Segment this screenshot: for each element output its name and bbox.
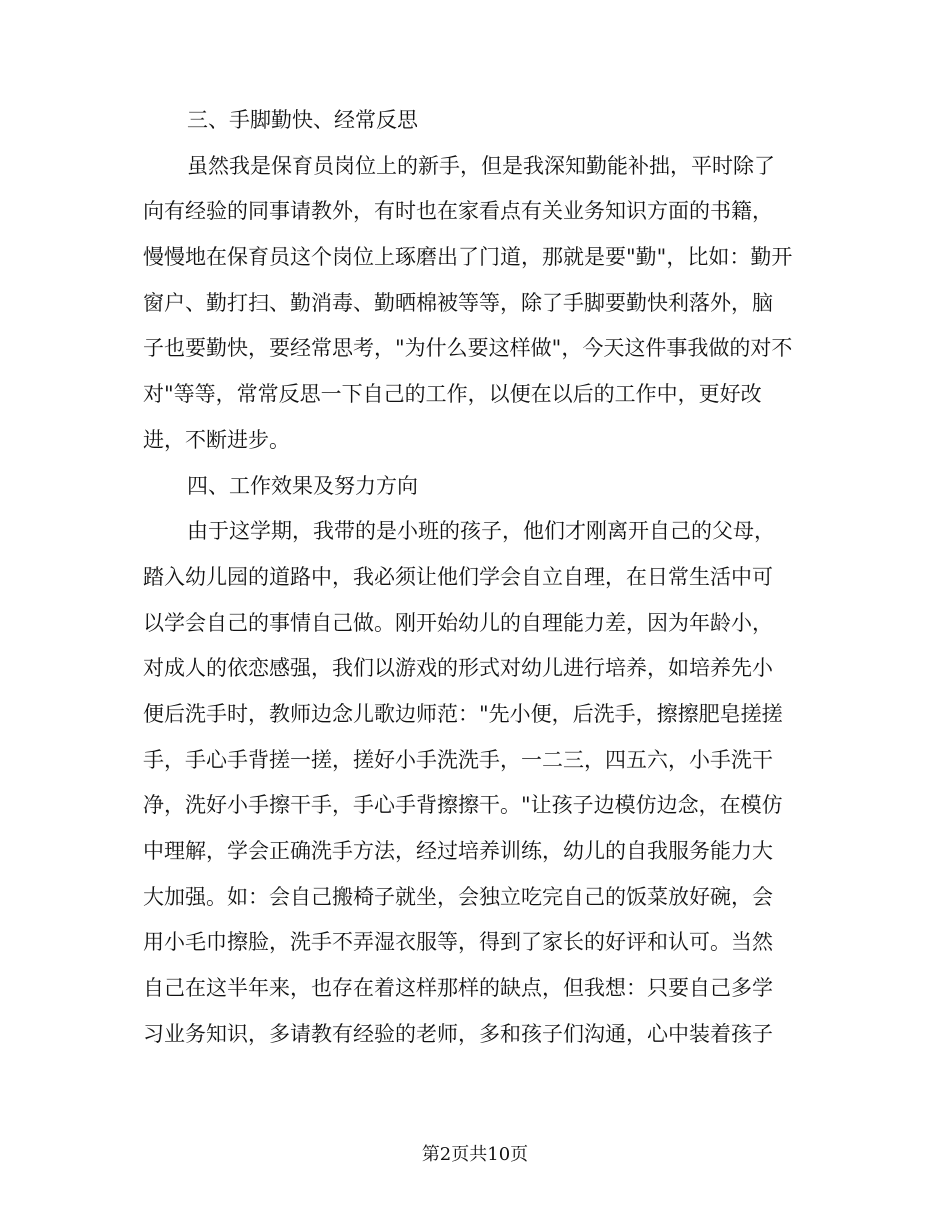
page-footer: 第2页共10页	[421, 1144, 529, 1165]
paragraph-line: 便后洗手时，教师边念儿歌边师范："先小便，后洗手，擦擦肥皂搓搓	[143, 701, 783, 726]
document-body	[143, 98, 815, 1057]
paragraph-line: 净，洗好小手擦干手，手心手背擦擦干。"让孩子边模仿边念，在模仿	[143, 793, 783, 818]
section-heading-3: 三、手脚勤快、经常反思	[187, 108, 418, 132]
paragraph-line: 对"等等，常常反思一下自己的工作，以便在以后的工作中，更好改	[143, 382, 762, 407]
section-heading-4: 四、工作效果及努力方向	[187, 473, 418, 498]
paragraph-line: 踏入幼儿园的道路中，我必须让他们学会自立自理，在日常生活中可	[143, 564, 773, 589]
paragraph-line: 大加强。如：会自己搬椅子就坐，会独立吃完自己的饭菜放好碗，会	[143, 884, 773, 909]
paragraph-line: 用小毛巾擦脸，洗手不弄湿衣服等，得到了家长的好评和认可。当然	[143, 930, 773, 955]
paragraph-line: 以学会自己的事情自己做。刚开始幼儿的自理能力差，因为年龄小，	[143, 610, 773, 635]
paragraph-line: 对成人的依恋感强，我们以游戏的形式对幼儿进行培养，如培养先小	[143, 656, 773, 681]
paragraph-line: 进，不断进步。	[143, 427, 290, 452]
paragraph-line: 手，手心手背搓一搓，搓好小手洗洗手，一二三，四五六，小手洗干	[143, 747, 773, 772]
paragraph-line: 自己在这半年来，也存在着这样那样的缺点，但我想：只要自己多学	[143, 976, 773, 1001]
paragraph-line: 子也要勤快，要经常思考，"为什么要这样做"，今天这件事我做的对不	[143, 336, 793, 361]
paragraph-line: 由于这学期，我带的是小班的孩子，他们才刚离开自己的父母，	[187, 519, 775, 544]
paragraph-line: 慢慢地在保育员这个岗位上琢磨出了门道，那就是要"勤"，比如：勤开	[143, 245, 793, 270]
paragraph-line: 习业务知识，多请教有经验的老师，多和孩子们沟通，心中装着孩子	[143, 1021, 773, 1046]
paragraph-line: 虽然我是保育员岗位上的新手，但是我深知勤能补拙，平时除了	[187, 153, 775, 178]
paragraph-line: 窗户、勤打扫、勤消毒、勤晒棉被等等，除了手脚要勤快利落外，脑	[143, 290, 773, 315]
paragraph-line: 中理解，学会正确洗手方法，经过培养训练，幼儿的自我服务能力大	[143, 839, 773, 863]
paragraph-line: 向有经验的同事请教外，有时也在家看点有关业务知识方面的书籍，	[143, 199, 773, 224]
